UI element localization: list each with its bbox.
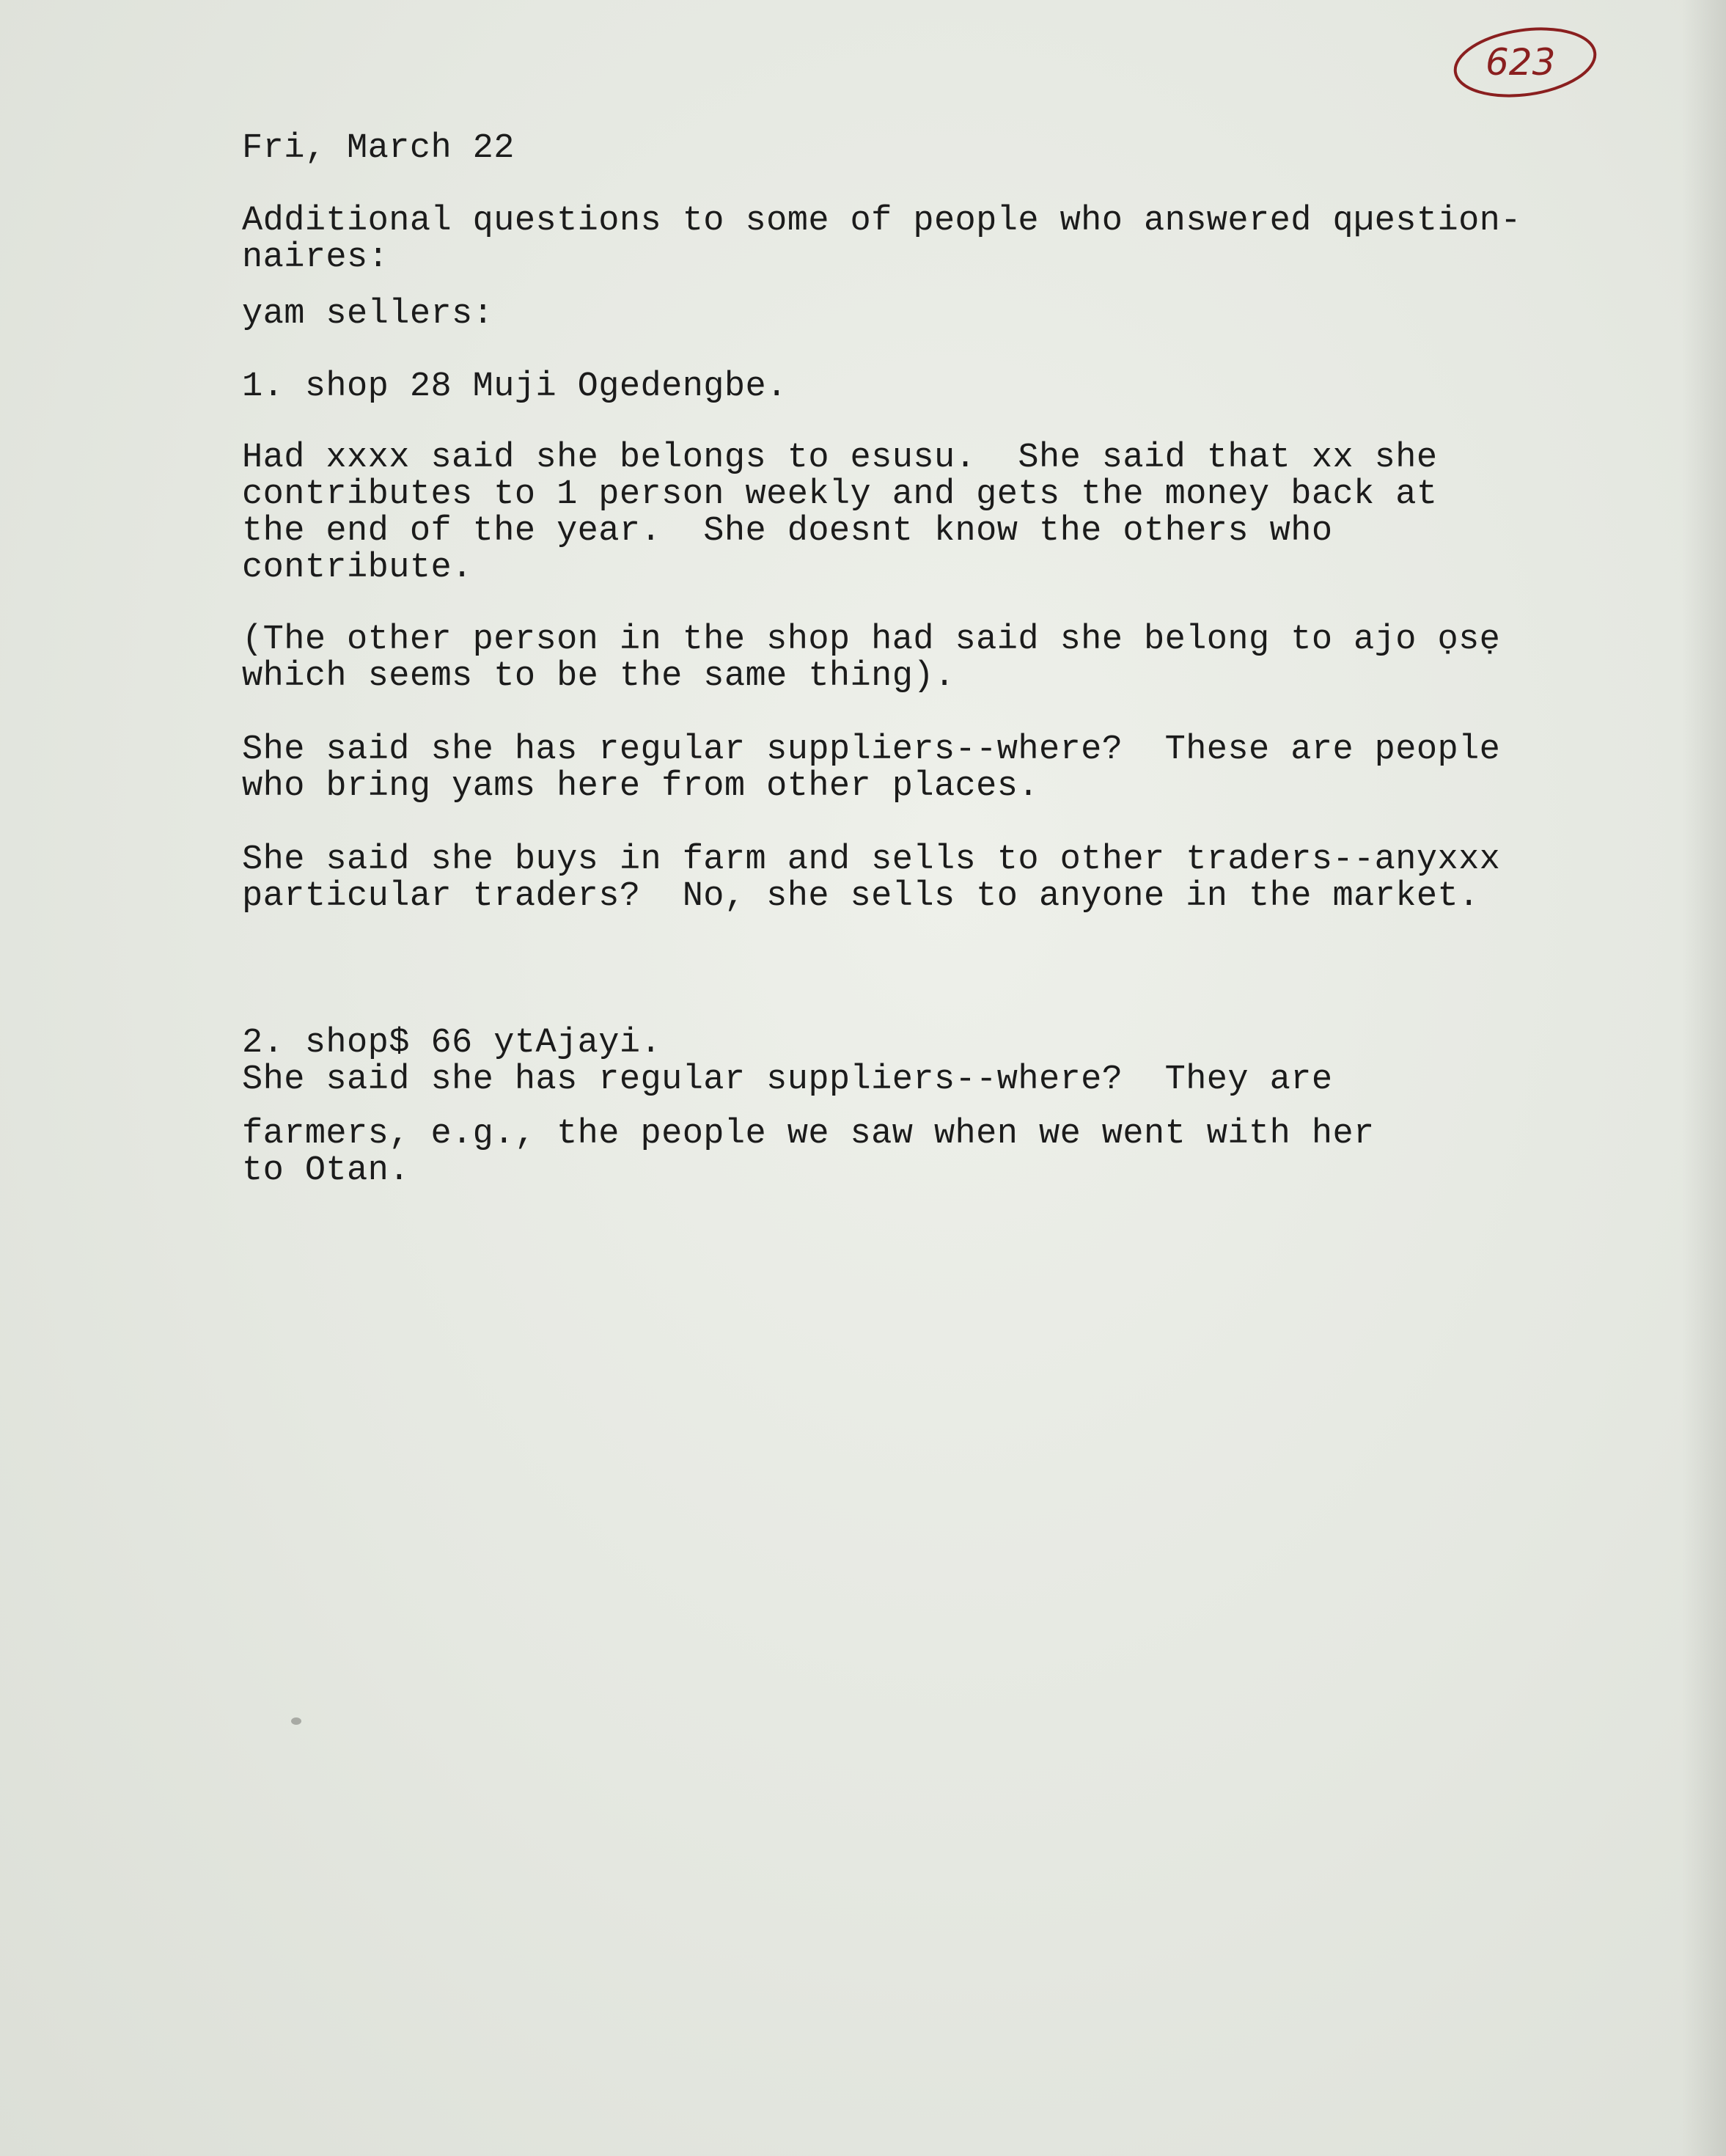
page-number-annotation: [1450, 22, 1601, 103]
paragraph-5-line-2: farmers, e.g., the people we saw when we went with her: [242, 1115, 1375, 1154]
paragraph-5-line-1: She said she has regular suppliers--where? They are: [242, 1060, 1333, 1099]
paragraph-2-line-2: which seems to be the same thing).: [242, 657, 955, 696]
paragraph-4-line-1: She said she buys in farm and sells to other traders--anyxxx: [242, 840, 1501, 879]
paper-speck: [291, 1717, 301, 1725]
paragraph-3-line-1: She said she has regular suppliers--where? These are people: [242, 730, 1501, 769]
paragraph-1-line-3: the end of the year. She doesnt know the others who: [242, 512, 1333, 551]
item-1-title: 1. shop 28 Muji Ogedengbe.: [242, 367, 787, 406]
paragraph-5-line-3: to Otan.: [242, 1151, 410, 1190]
date-line: Fri, March 22: [242, 129, 515, 168]
section-heading: yam sellers:: [242, 295, 494, 334]
paragraph-1-line-4: contribute.: [242, 549, 473, 587]
page-edge-shadow: [1682, 0, 1726, 2156]
intro-line-2: naires:: [242, 238, 389, 277]
paragraph-1-line-1: Had xxxx said she belongs to esusu. She said that xx she: [242, 439, 1438, 477]
item-2-title: 2. shop$ 66 ytAjayi.: [242, 1024, 662, 1063]
page-number-circle: [1450, 22, 1601, 103]
paragraph-2-line-1: (The other person in the shop had said she belong to ajo ọsẹ: [242, 620, 1501, 659]
paragraph-1-line-2: contributes to 1 person weekly and gets the money back at: [242, 475, 1438, 514]
paragraph-3-line-2: who bring yams here from other places.: [242, 767, 1039, 806]
paragraph-4-line-2: particular traders? No, she sells to anyone in the market.: [242, 877, 1480, 916]
intro-line-1: Additional questions to some of people who answered qµestion-: [242, 202, 1521, 241]
page-number-text: 623: [1486, 41, 1556, 84]
